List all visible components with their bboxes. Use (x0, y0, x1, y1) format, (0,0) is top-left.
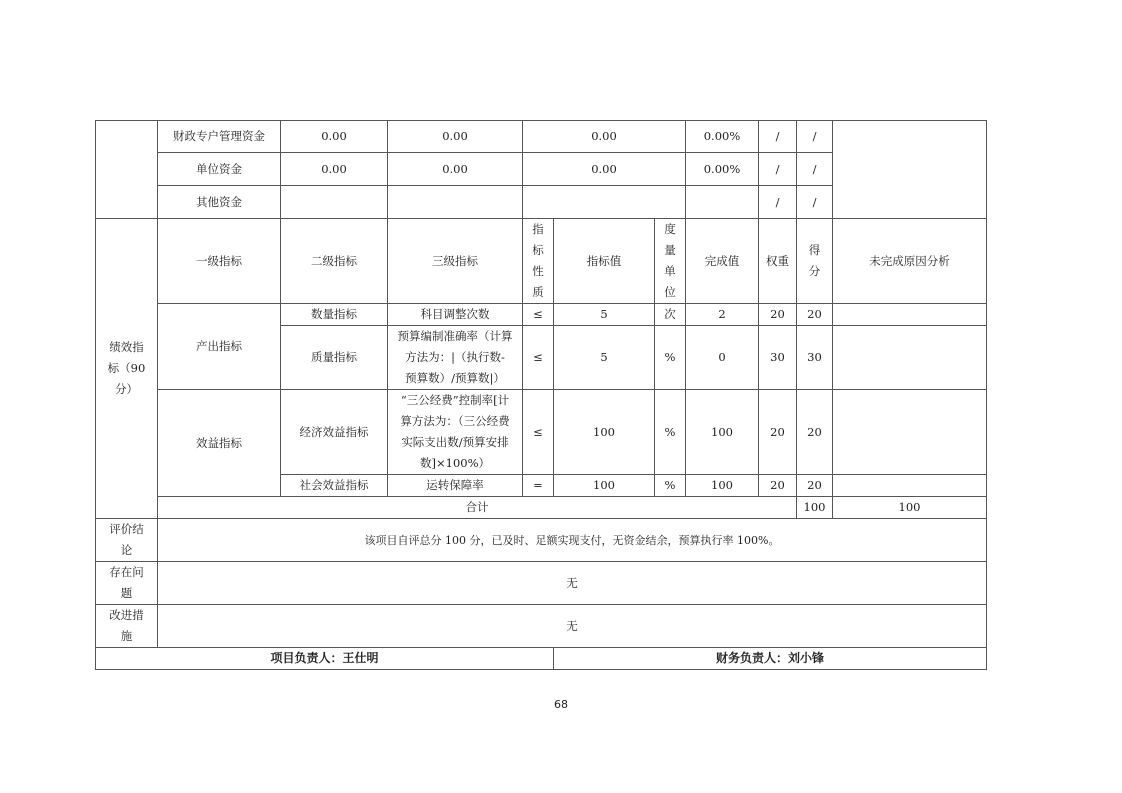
actual-cell: 100 (686, 475, 759, 497)
total-label: 合计 (158, 497, 797, 519)
evaluation-text: 该项目自评总分 100 分，已及时、足额实现支付，无资金结余，预算执行率 100%。 (158, 519, 987, 562)
reason-cell (833, 304, 987, 326)
header-nature: 指 标 性 质 (523, 219, 554, 304)
problems-label: 存在问 题 (96, 562, 158, 605)
fund-executed: 0.00 (523, 153, 686, 186)
indicator-row (96, 304, 987, 326)
improvements-label: 改进措 施 (96, 605, 158, 648)
fund-rate: 0.00% (686, 153, 759, 186)
fund-rate: 0.00% (686, 121, 759, 153)
fund-weight: / (759, 121, 797, 153)
header-target: 指标值 (554, 219, 655, 304)
fund-executed: 0.00 (523, 121, 686, 153)
target-cell: 100 (554, 475, 655, 497)
score-cell: 30 (797, 326, 833, 390)
problems-row (96, 562, 987, 605)
unit-cell: % (655, 326, 686, 390)
nature-cell: = (523, 475, 554, 497)
reason-cell (833, 475, 987, 497)
fund-rate (686, 186, 759, 219)
target-cell: 5 (554, 326, 655, 390)
improvements-text: 无 (158, 605, 987, 648)
nature-cell: ≤ (523, 326, 554, 390)
actual-cell: 100 (686, 390, 759, 475)
finance-lead: 财务负责人：刘小锋 (554, 648, 987, 670)
fund-adjusted (388, 186, 523, 219)
level3-cell: 预算编制准确率（计算 方法为：|（执行数- 预算数）/预算数|） (388, 326, 523, 390)
nature-cell: ≤ (523, 304, 554, 326)
header-level1: 一级指标 (158, 219, 281, 304)
fund-score: / (797, 121, 833, 153)
fund-section-label (96, 121, 158, 219)
problems-text: 无 (158, 562, 987, 605)
improvements-row (96, 605, 987, 648)
fund-row (96, 121, 987, 153)
fund-score: / (797, 186, 833, 219)
fund-adjusted: 0.00 (388, 153, 523, 186)
header-level3: 三级指标 (388, 219, 523, 304)
performance-table (95, 120, 987, 670)
fund-name: 其他资金 (158, 186, 281, 219)
total-weight: 100 (797, 497, 833, 519)
score-cell: 20 (797, 390, 833, 475)
fund-remarks (833, 121, 987, 219)
level3-cell: 科目调整次数 (388, 304, 523, 326)
fund-score: / (797, 153, 833, 186)
level3-cell: 运转保障率 (388, 475, 523, 497)
score-cell: 20 (797, 475, 833, 497)
total-score: 100 (833, 497, 987, 519)
actual-cell: 0 (686, 326, 759, 390)
evaluation-row (96, 519, 987, 562)
fund-name: 财政专户管理资金 (158, 121, 281, 153)
signature-row (96, 648, 987, 670)
unit-cell: 次 (655, 304, 686, 326)
level2-cell: 社会效益指标 (281, 475, 388, 497)
fund-budget (281, 186, 388, 219)
total-row (96, 497, 987, 519)
fund-name: 单位资金 (158, 153, 281, 186)
nature-cell: ≤ (523, 390, 554, 475)
weight-cell: 20 (759, 390, 797, 475)
fund-weight: / (759, 153, 797, 186)
unit-cell: % (655, 390, 686, 475)
header-score: 得 分 (797, 219, 833, 304)
actual-cell: 2 (686, 304, 759, 326)
indicator-row (96, 390, 987, 475)
fund-executed (523, 186, 686, 219)
reason-cell (833, 326, 987, 390)
page-number: 68 (554, 698, 568, 711)
level1-benefit: 效益指标 (158, 390, 281, 497)
unit-cell: % (655, 475, 686, 497)
level2-cell: 质量指标 (281, 326, 388, 390)
target-cell: 100 (554, 390, 655, 475)
level3-cell: “三公经费”控制率[计 算方法为：（三公经费 实际支出数/预算安排 数]×100%） (388, 390, 523, 475)
header-actual: 完成值 (686, 219, 759, 304)
project-lead: 项目负责人：王仕明 (96, 648, 554, 670)
fund-budget: 0.00 (281, 121, 388, 153)
evaluation-label: 评价结 论 (96, 519, 158, 562)
reason-cell (833, 390, 987, 475)
level1-output: 产出指标 (158, 304, 281, 390)
level2-cell: 经济效益指标 (281, 390, 388, 475)
fund-weight: / (759, 186, 797, 219)
fund-adjusted: 0.00 (388, 121, 523, 153)
weight-cell: 20 (759, 475, 797, 497)
target-cell: 5 (554, 304, 655, 326)
header-weight: 权重 (759, 219, 797, 304)
level2-cell: 数量指标 (281, 304, 388, 326)
header-reason: 未完成原因分析 (833, 219, 987, 304)
weight-cell: 30 (759, 326, 797, 390)
header-unit: 度 量 单 位 (655, 219, 686, 304)
indicator-header-row (96, 219, 987, 304)
header-level2: 二级指标 (281, 219, 388, 304)
score-cell: 20 (797, 304, 833, 326)
weight-cell: 20 (759, 304, 797, 326)
perf-section-label: 绩效指 标（90 分） (96, 219, 158, 519)
fund-budget: 0.00 (281, 153, 388, 186)
